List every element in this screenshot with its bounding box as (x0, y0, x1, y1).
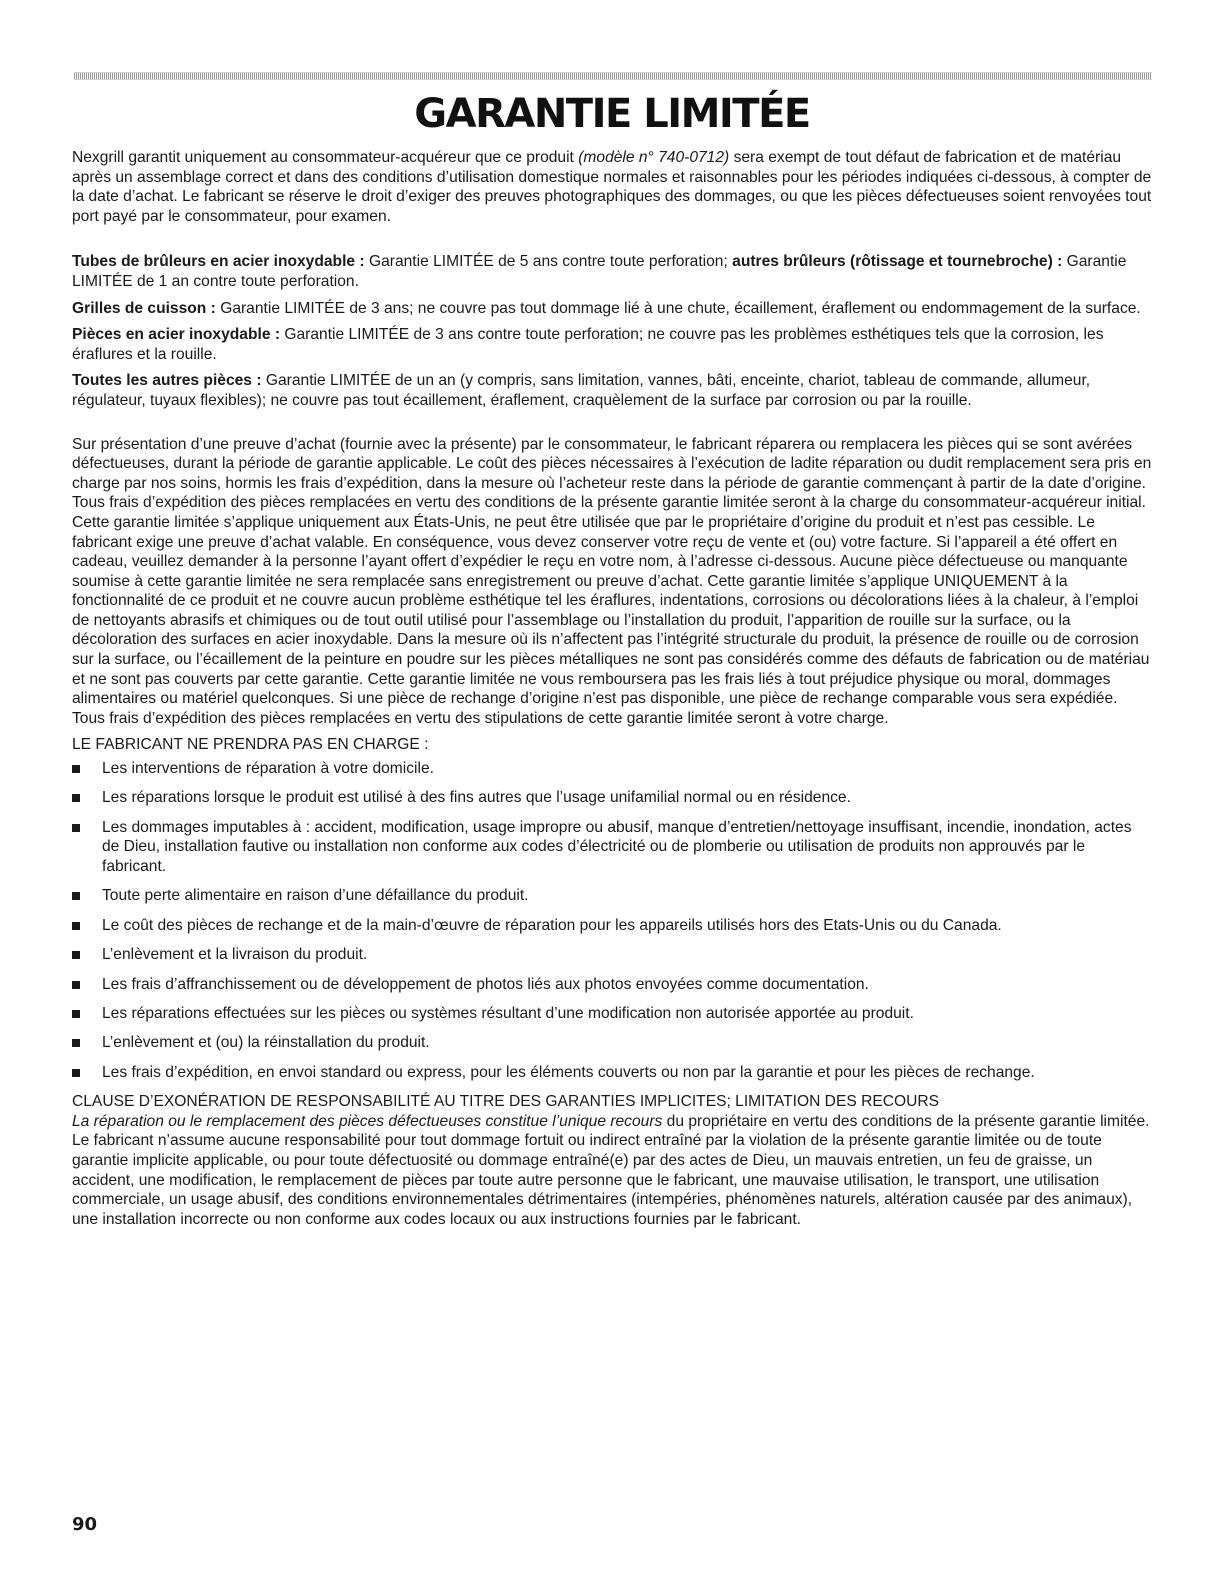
coverage-label: autres brûleurs (rôtissage et tournebroche) : (732, 253, 1063, 271)
list-item (72, 886, 1152, 906)
coverage-label: Pièces en acier inoxydable : (72, 326, 281, 344)
coverage-text: Garantie LIMITÉE de 5 ans contre toute perforation; (364, 253, 733, 271)
list-item-text: Les réparations effectuées sur les pièces ou systèmes résultant d’une modification non autorisée apportée au produit. (102, 1004, 914, 1022)
intro-paragraph (72, 148, 1152, 226)
square-bullet-icon (72, 1010, 80, 1018)
disclaimer-italic: La réparation ou le remplacement des pièces défectueuses constitue l’unique recours (72, 1112, 663, 1130)
list-item (72, 818, 1152, 877)
square-bullet-icon (72, 794, 80, 802)
disclaimer-paragraph (72, 1112, 1152, 1230)
list-item (72, 916, 1152, 936)
list-item-text: Toute perte alimentaire en raison d’une défaillance du produit. (102, 887, 529, 905)
coverage-burner-tubes (72, 252, 1152, 291)
coverage-text: Garantie LIMITÉE de un an (y compris, sans limitation, vannes, bâti, enceinte, chariot, tableau de commande, allumeur, régulateur, tuyaux flexibles); ne couvre pas tout écaillement, éraflement, craquèlement de la surface par corrosion ou par la rouille. (72, 372, 1091, 409)
coverage-other-parts (72, 371, 1152, 410)
coverage-text: Garantie LIMITÉE de 1 an contre toute perforation. (72, 253, 1127, 290)
list-item (72, 945, 1152, 965)
square-bullet-icon (72, 765, 80, 773)
list-item-text: Les interventions de réparation à votre domicile. (102, 760, 434, 778)
intro-text: Nexgrill garantit uniquement au consommateur-acquéreur que ce produit (72, 149, 579, 166)
page-title: GARANTIE LIMITÉE (414, 91, 810, 137)
coverage-label: Grilles de cuisson : (72, 299, 216, 317)
square-bullet-icon (72, 981, 80, 989)
warranty-page (72, 72, 1152, 1236)
list-item-text: L’enlèvement et la livraison du produit. (102, 946, 368, 964)
intro-text-cont: sera exempt de tout défaut de fabrication et de matériau après un assemblage correct et dans des conditions d’utilisation domestique normales et raisonnables pour les périodes indiquées ci-dessous, à compter de la date d’achat. Le fabricant se réserve le droit d’exiger des preuves photographiques des dommages, ou que les pièces défectueuses soient renvoyées tout port payé par le consommateur, pour examen. (72, 149, 1152, 225)
model-number: (modèle n° 740-0712) (578, 149, 730, 166)
square-bullet-icon (72, 922, 80, 930)
coverage-text: Garantie LIMITÉE de 3 ans; ne couvre pas tout dommage lié à une chute, écaillement, éraflement ou endommagement de la surface. (215, 299, 1141, 317)
list-item (72, 1063, 1152, 1083)
list-item-text: Les réparations lorsque le produit est utilisé à des fins autres que l’usage unifamilial normal ou en résidence. (102, 789, 851, 807)
list-item-text: Les dommages imputables à : accident, modification, usage impropre ou abusif, manque d’entretien/nettoyage insuffisant, incendie, inondation, actes de Dieu, installation fautive ou installation non conforme aux codes d’électricité ou de plomberie ou utilisation de produits non approuvés par le fabricant. (102, 818, 1132, 875)
list-item-text: Les frais d’affranchissement ou de développement de photos liés aux photos envoyées comme documentation. (102, 975, 869, 993)
coverage-cooking-grates (72, 299, 1152, 319)
list-item (72, 1033, 1152, 1053)
disclaimer-text: du propriétaire en vertu des conditions de la présente garantie limitée. Le fabricant n’assume aucune responsabilité pour tout dommage fortuit ou indirect entraîné par la violation de la présente garantie limitée ou de toute garantie implicite applicable, ou pour toute défectuosité ou dommage entraîné(e) par des actes de Dieu, un mauvais entretien, un feu de graisse, un accident, une modification, le remplacement de pièces par toute autre personne que le fabricant, une mauvaise utilisation, le transport, une utilisation commerciale, un usage abusif, des conditions environnementales détrimentaires (intempéries, phénomènes naturels, altération causée par des animaux), une installation incorrecte ou non conforme aux codes locaux ou aux instructions fournies par le fabricant. (72, 1112, 1150, 1228)
page-number: 90 (72, 1514, 98, 1535)
list-item-text: L’enlèvement et (ou) la réinstallation du produit. (102, 1034, 430, 1052)
coverage-label: Toutes les autres pièces : (72, 372, 262, 390)
exclusions-heading: LE FABRICANT NE PRENDRA PAS EN CHARGE : (72, 736, 429, 754)
square-bullet-icon (72, 824, 80, 832)
square-bullet-icon (72, 1039, 80, 1047)
exclusions-list (72, 759, 1152, 1082)
list-item (72, 759, 1152, 779)
terms-paragraph: Sur présentation d’une preuve d’achat (fournie avec la présente) par le consommateur, le fabricant réparera ou remplacera les pièces qui se sont avérées défectueuses, durant la période de garantie applicable. Le coût des pièces nécessaires à l’exécution de ladite réparation ou dudit remplacement sera pris en charge par nos soins, hormis les frais d’expédition, dans la mesure où l’acheteur reste dans la période de garantie commençant à partir de la date d’origine. Tous frais d’expédition des pièces remplacées en vertu des conditions de la présente garantie limitée seront à la charge du consommateur-acquéreur initial. Cette garantie limitée s’applique uniquement aux États-Unis, ne peut être utilisée que par le propriétaire d’origine du produit et n’est pas cessible. Le fabricant exige une preuve d’achat valable. En conséquence, vous devez conserver votre reçu de vente et (ou) votre facture. Si l’appareil a été offert en cadeau, veuillez demander à la personne l’ayant offert d’expédier le reçu en votre nom, à l’adresse ci-dessous. Aucune pièce défectueuse ou manquante soumise à cette garantie limitée ne sera remplacée sans enregistrement ou preuve d’achat. Cette garantie limitée s’applique UNIQUEMENT à la fonctionnalité de ce produit et ne couvre aucun problème esthétique tel les éraflures, indentations, corrosions ou décolorations liées à la chaleur, à l’emploi de nettoyants abrasifs et chimiques ou de tout outil utilisé pour l’assemblage ou l’installation du produit, l’apparition de rouille sur la surface, ou la décoloration des surfaces en acier inoxydable. Dans la mesure où ils n’affectent pas l’intégrité structurale du produit, la présence de rouille ou de corrosion sur la surface, ou l’écaillement de la peinture en poudre sur les pièces métalliques ne sont pas considérés comme des défauts de fabrication ou de matériau et ne sont pas couverts par cette garantie. Cette garantie limitée ne vous remboursera pas les frais liés à tout préjudice physique ou moral, dommages alimentaires ou matériel quelconques. Si une pièce de rechange d’origine n’est pas disponible, une pièce de rechange comparable vous sera expédiée. Tous frais d’expédition des pièces remplacées en vertu des stipulations de cette garantie limitée seront à votre charge. (72, 435, 1152, 727)
square-bullet-icon (72, 892, 80, 900)
disclaimer-heading: CLAUSE D’EXONÉRATION DE RESPONSABILITÉ AU TITRE DES GARANTIES IMPLICITES; LIMITATION DES RECOURS (72, 1093, 940, 1111)
list-item (72, 788, 1152, 808)
list-item-text: Les frais d’expédition, en envoi standard ou express, pour les éléments couverts ou non par la garantie et pour les pièces de rechange. (102, 1063, 1035, 1081)
coverage-text: Garantie LIMITÉE de 3 ans contre toute perforation; ne couvre pas les problèmes esthétiques tels que la corrosion, les éraflures et la rouille. (72, 326, 1104, 363)
list-item (72, 1004, 1152, 1024)
header-rule (74, 72, 1152, 80)
coverage-stainless-parts (72, 325, 1152, 364)
square-bullet-icon (72, 1069, 80, 1077)
coverage-label: Tubes de brûleurs en acier inoxydable : (72, 253, 365, 271)
list-item (72, 975, 1152, 995)
list-item-text: Le coût des pièces de rechange et de la main-d’œuvre de réparation pour les appareils utilisés hors des Etats-Unis ou du Canada. (102, 916, 1002, 934)
square-bullet-icon (72, 951, 80, 959)
